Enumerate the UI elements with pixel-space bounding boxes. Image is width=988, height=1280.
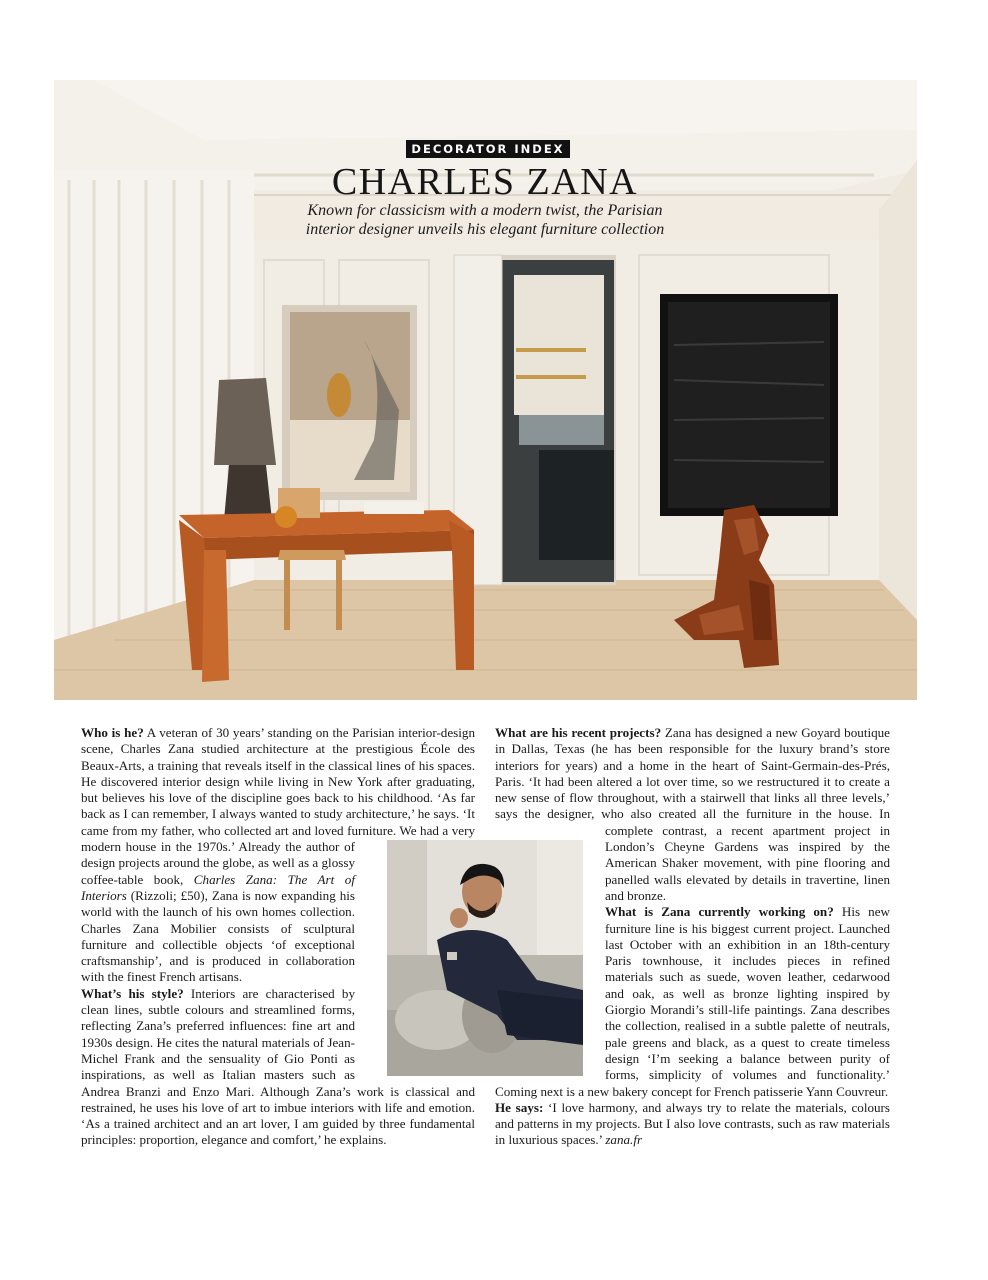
dek-line: interior designer unveils his elegant furniture collection <box>305 221 665 238</box>
question-working: What is Zana currently working on? <box>605 904 834 920</box>
portrait-illustration <box>387 840 583 1076</box>
question-says: He says: <box>495 1099 544 1115</box>
answer-who-part1: A veteran of 30 years’ standing on the Parisian interior-design scene, Charles Zana studied architecture at the prestigious École des Beaux-Arts, a training that reveals itself in the classical lines of his spaces. He discovered interior design while living in New York after graduating, but believes his love of the discipline goes back to his childhood. ‘As far back as I can remember, I always wanted to study architecture,’ he says. ‘It came from my father, who collected art and loved furniture. We had a very modern house in the 1970s.’ Already the author of design projects around the globe, as well as a glossy coffee-table book, <box>81 725 475 887</box>
question-who: Who is he? <box>81 725 144 740</box>
answer-says: ‘I love harmony, and always try to relate the materials, colours and patterns in my projects. But I also love contrasts, such as raw materials in luxurious spaces.’ <box>495 1099 891 1148</box>
question-projects: What are his recent projects? <box>495 725 662 740</box>
book-title: Charles Zana: The Art of Interiors <box>81 871 355 903</box>
paragraph-says <box>495 1100 890 1149</box>
answer-projects: Zana has designed a new Goyard boutique in Dallas, Texas (he has been responsible for the luxury brand’s store interiors for years) and a home in the heart of Saint-Germain-des-Prés, Paris. ‘It had been altered a lot over time, so we restructured it to create a new sense of flow throughout, with a stairwell that links all three levels,’ says the designer, who also created all the furniture in the house. In complete contrast, a recent apartment project in London’s Cheyne Gardens was inspired by the American Shaker movement, with pine flooring and panelled walls elevated by details in travertine, linen and bronze. <box>495 725 890 903</box>
section-kicker: DECORATOR INDEX <box>406 140 570 158</box>
answer-working: His new furniture line is his biggest current project. Launched last October with an exhibition in an 18th-century Paris townhouse, it includes pieces in refined materials such as suede, woven leather, cedarwood and oak, as well as bronze lighting inspired by Giorgio Morandi’s still-life paintings. Zana describes the collection, realised in a subtle palette of neutrals, pale greens and black, as a quest to create timeless design ‘I’m seeking a balance between purity of forms, simplicity of volumes and functionality.’ Coming next is a new bakery concept for French patisserie Yann Couvreur. <box>495 904 890 1099</box>
article-title: CHARLES ZANA <box>331 161 639 203</box>
answer-who-part2: (Rizzoli; £50), Zana is now expanding his world with the launch of his own homes collection. Charles Zana Mobilier consists of sculptural furniture and collectible objects ‘of exceptional craftsmanship’, and is produced in collaboration with the finest French artisans. <box>81 887 355 985</box>
question-style: What’s his style? <box>81 985 184 1001</box>
portrait-photo <box>387 840 583 1076</box>
dek-line: Known for classicism with a modern twist, the Parisian <box>307 202 663 219</box>
website-link[interactable]: zana.fr <box>605 1132 643 1148</box>
answer-style: Interiors are characterised by clean lines, subtle colours and streamlined forms, reflecting Zana’s preferred influences: fine art and 1930s design. He cites the natural materials of Jean-Michel Frank and the sensuality of Gio Ponti as inspirations, as well as Italian masters such as Andrea Branzi and Enzo Mari. Although Zana’s work is classical and restrained, he uses his love of art to imbue interiors with life and emotion. ‘As a trained architect and an art lover, I am guided by three fundamental principles: proportion, elegance and comfort,’ he explains. <box>81 985 475 1148</box>
article-dek <box>270 201 700 239</box>
